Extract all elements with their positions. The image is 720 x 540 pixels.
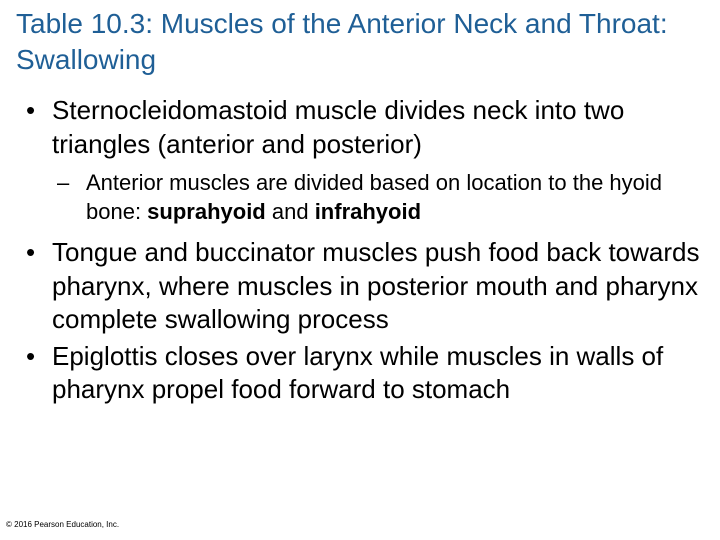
bullet-text: Epiglottis closes over larynx while muscles in walls of pharynx propel food forward to stomach — [52, 340, 664, 404]
sub-bullet-text: Anterior muscles are divided based on location to the hyoid bone: — [86, 170, 663, 224]
bullet-item — [26, 94, 707, 161]
bold-term-infrahyoid: infrahyoid — [314, 199, 422, 224]
slide-title: Table 10.3: Muscles of the Anterior Neck and Throat: Swallowing — [16, 8, 668, 75]
bullet-item — [26, 236, 707, 337]
sub-bullet-text-middle: and — [265, 199, 315, 224]
bold-term-suprahyoid: suprahyoid — [147, 199, 266, 224]
bullet-marker: • — [26, 237, 36, 267]
bullet-item — [26, 340, 707, 407]
copyright-footer: © 2016 Pearson Education, Inc. — [6, 520, 120, 529]
bullet-list — [0, 94, 720, 407]
sub-bullet-marker: – — [57, 170, 70, 195]
bullet-text: Tongue and buccinator muscles push food back towards pharynx, where muscles in posterior mouth and pharynx complete swallowing process — [52, 237, 700, 334]
bullet-marker: • — [26, 340, 36, 371]
bullet-text: Sternocleidomastoid muscle divides neck into two triangles (anterior and posterior) — [52, 95, 625, 159]
sub-bullet-item — [57, 168, 716, 226]
bullet-marker: • — [26, 95, 36, 125]
